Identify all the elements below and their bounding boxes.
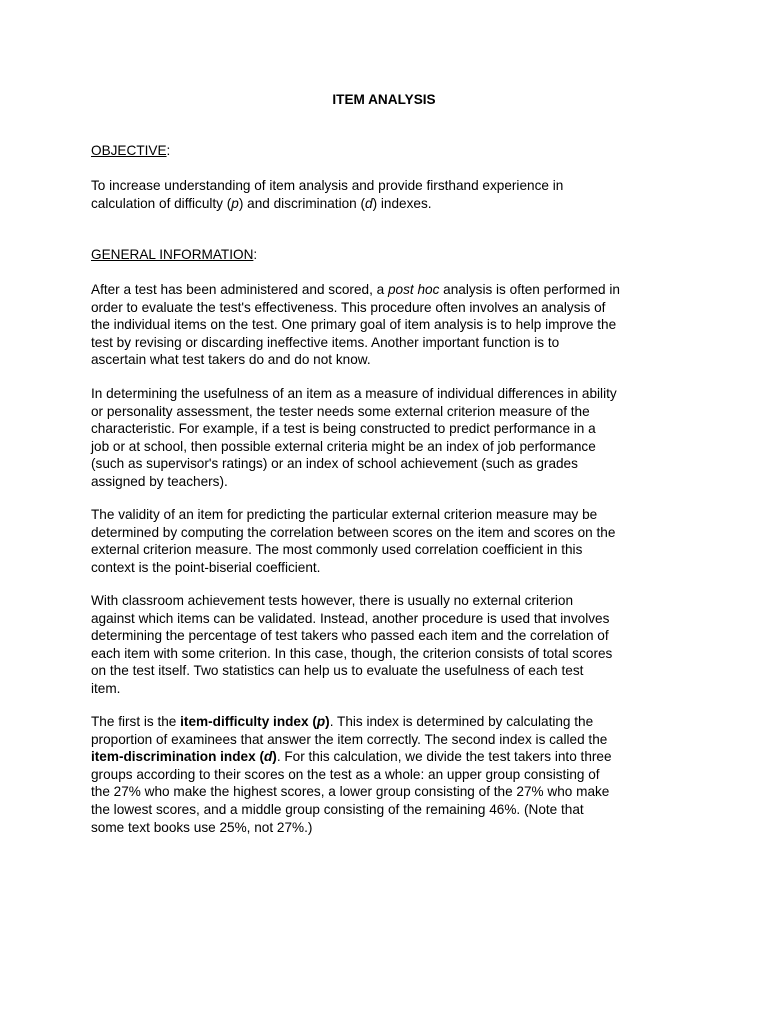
text-run: After a test has been administered and scored, a <box>91 282 388 297</box>
paragraph-line: context is the point-biserial coefficient. <box>91 559 321 575</box>
paragraph-line <box>91 195 691 213</box>
objective-heading-colon: : <box>166 143 171 158</box>
bold-item-difficulty-index: item-difficulty index ( <box>180 714 317 729</box>
paragraph-line: With classroom achievement tests however, there is usually no external criterion <box>91 593 574 608</box>
paragraph-line: or personality assessment, the tester needs some external criterion measure of the <box>91 403 590 419</box>
paragraph-line: the 27% who make the highest scores, a lower group consisting of the 27% who make <box>91 784 610 800</box>
bold-paren: ) <box>325 714 330 729</box>
paragraph-line: determining the percentage of test takers who passed each item and the correlation of <box>91 628 609 644</box>
general-information-heading <box>91 246 257 264</box>
objective-heading <box>91 142 170 160</box>
paragraph-line: characteristic. For example, if a test is being constructed to predict performance in a <box>91 421 596 437</box>
paragraph-line: job or at school, then possible external criteria might be an index of job performance <box>91 438 596 454</box>
paragraph-line: each item with some criterion. In this case, though, the criterion consists of total scores <box>91 645 613 661</box>
paragraph-line: on the test itself. Two statistics can help us to evaluate the usefulness of each test <box>91 663 584 679</box>
general-information-heading-colon: : <box>253 247 258 262</box>
paragraph-line: test by revising or discarding ineffective items. Another important function is to <box>91 334 560 350</box>
paragraph-line: against which items can be validated. Instead, another procedure is used that involves <box>91 610 610 626</box>
bold-item-discrimination-index: item-discrimination index ( <box>91 749 264 765</box>
paragraph-line: proportion of examinees that answer the item correctly. The second index is called the <box>91 731 608 747</box>
text-run: ) indexes. <box>372 195 432 211</box>
paragraph-line: order to evaluate the test's effectiveness. This procedure often involves an analysis of <box>91 299 606 315</box>
paragraph-line: the lowest scores, and a middle group consisting of the remaining 46%. (Note that <box>91 801 584 817</box>
text-run: The first is the <box>91 714 181 729</box>
paragraph-line: external criterion measure. The most commonly used correlation coefficient in this <box>91 542 583 558</box>
italic-post-hoc: post hoc <box>387 282 440 297</box>
paragraph-line: groups according to their scores on the test as a whole: an upper group consisting of <box>91 766 600 782</box>
text-run: calculation of difficulty ( <box>91 195 232 211</box>
paragraph-line: determined by computing the correlation between scores on the item and scores on the <box>91 524 616 540</box>
paragraph-line <box>91 281 691 299</box>
paragraph-classroom-tests <box>91 592 691 698</box>
text-run: ) and discrimination ( <box>238 195 366 211</box>
paragraph-line: some text books use 25%, not 27%.) <box>91 819 313 835</box>
bold-italic-p: p <box>316 714 326 729</box>
bold-italic-d: d <box>263 749 273 765</box>
general-information-heading-text: GENERAL INFORMATION <box>91 247 254 262</box>
paragraph-line: assigned by teachers). <box>91 473 228 489</box>
italic-d: d <box>365 195 373 211</box>
paragraph-line <box>91 748 691 766</box>
paragraph-external-criterion <box>91 385 691 491</box>
paragraph-line: ascertain what test takers do and do not know. <box>91 352 371 368</box>
paragraph-post-hoc <box>91 281 691 369</box>
objective-heading-text: OBJECTIVE <box>91 143 167 158</box>
paragraph-line: To increase understanding of item analysis and provide firsthand experience in <box>91 178 564 193</box>
objective-paragraph <box>91 177 691 212</box>
paragraph-line: item. <box>91 680 121 696</box>
paragraph-indexes <box>91 713 691 836</box>
paragraph-line: the individual items on the test. One primary goal of item analysis is to help improve the <box>91 317 617 333</box>
text-run: . This index is determined by calculating the <box>329 714 594 729</box>
paragraph-line <box>91 713 691 731</box>
paragraph-line: In determining the usefulness of an item as a measure of individual differences in ability <box>91 386 617 401</box>
document-title: ITEM ANALYSIS <box>332 92 436 107</box>
text-run: . For this calculation, we divide the test takers into three <box>276 749 612 765</box>
paragraph-line: The validity of an item for predicting the particular external criterion measure may be <box>91 507 598 522</box>
bold-paren: ) <box>272 749 277 765</box>
text-run: analysis is often performed in <box>439 282 620 297</box>
italic-p: p <box>231 195 239 211</box>
paragraph-line: (such as supervisor's ratings) or an index of school achievement (such as grades <box>91 456 578 472</box>
paragraph-validity <box>91 506 691 576</box>
